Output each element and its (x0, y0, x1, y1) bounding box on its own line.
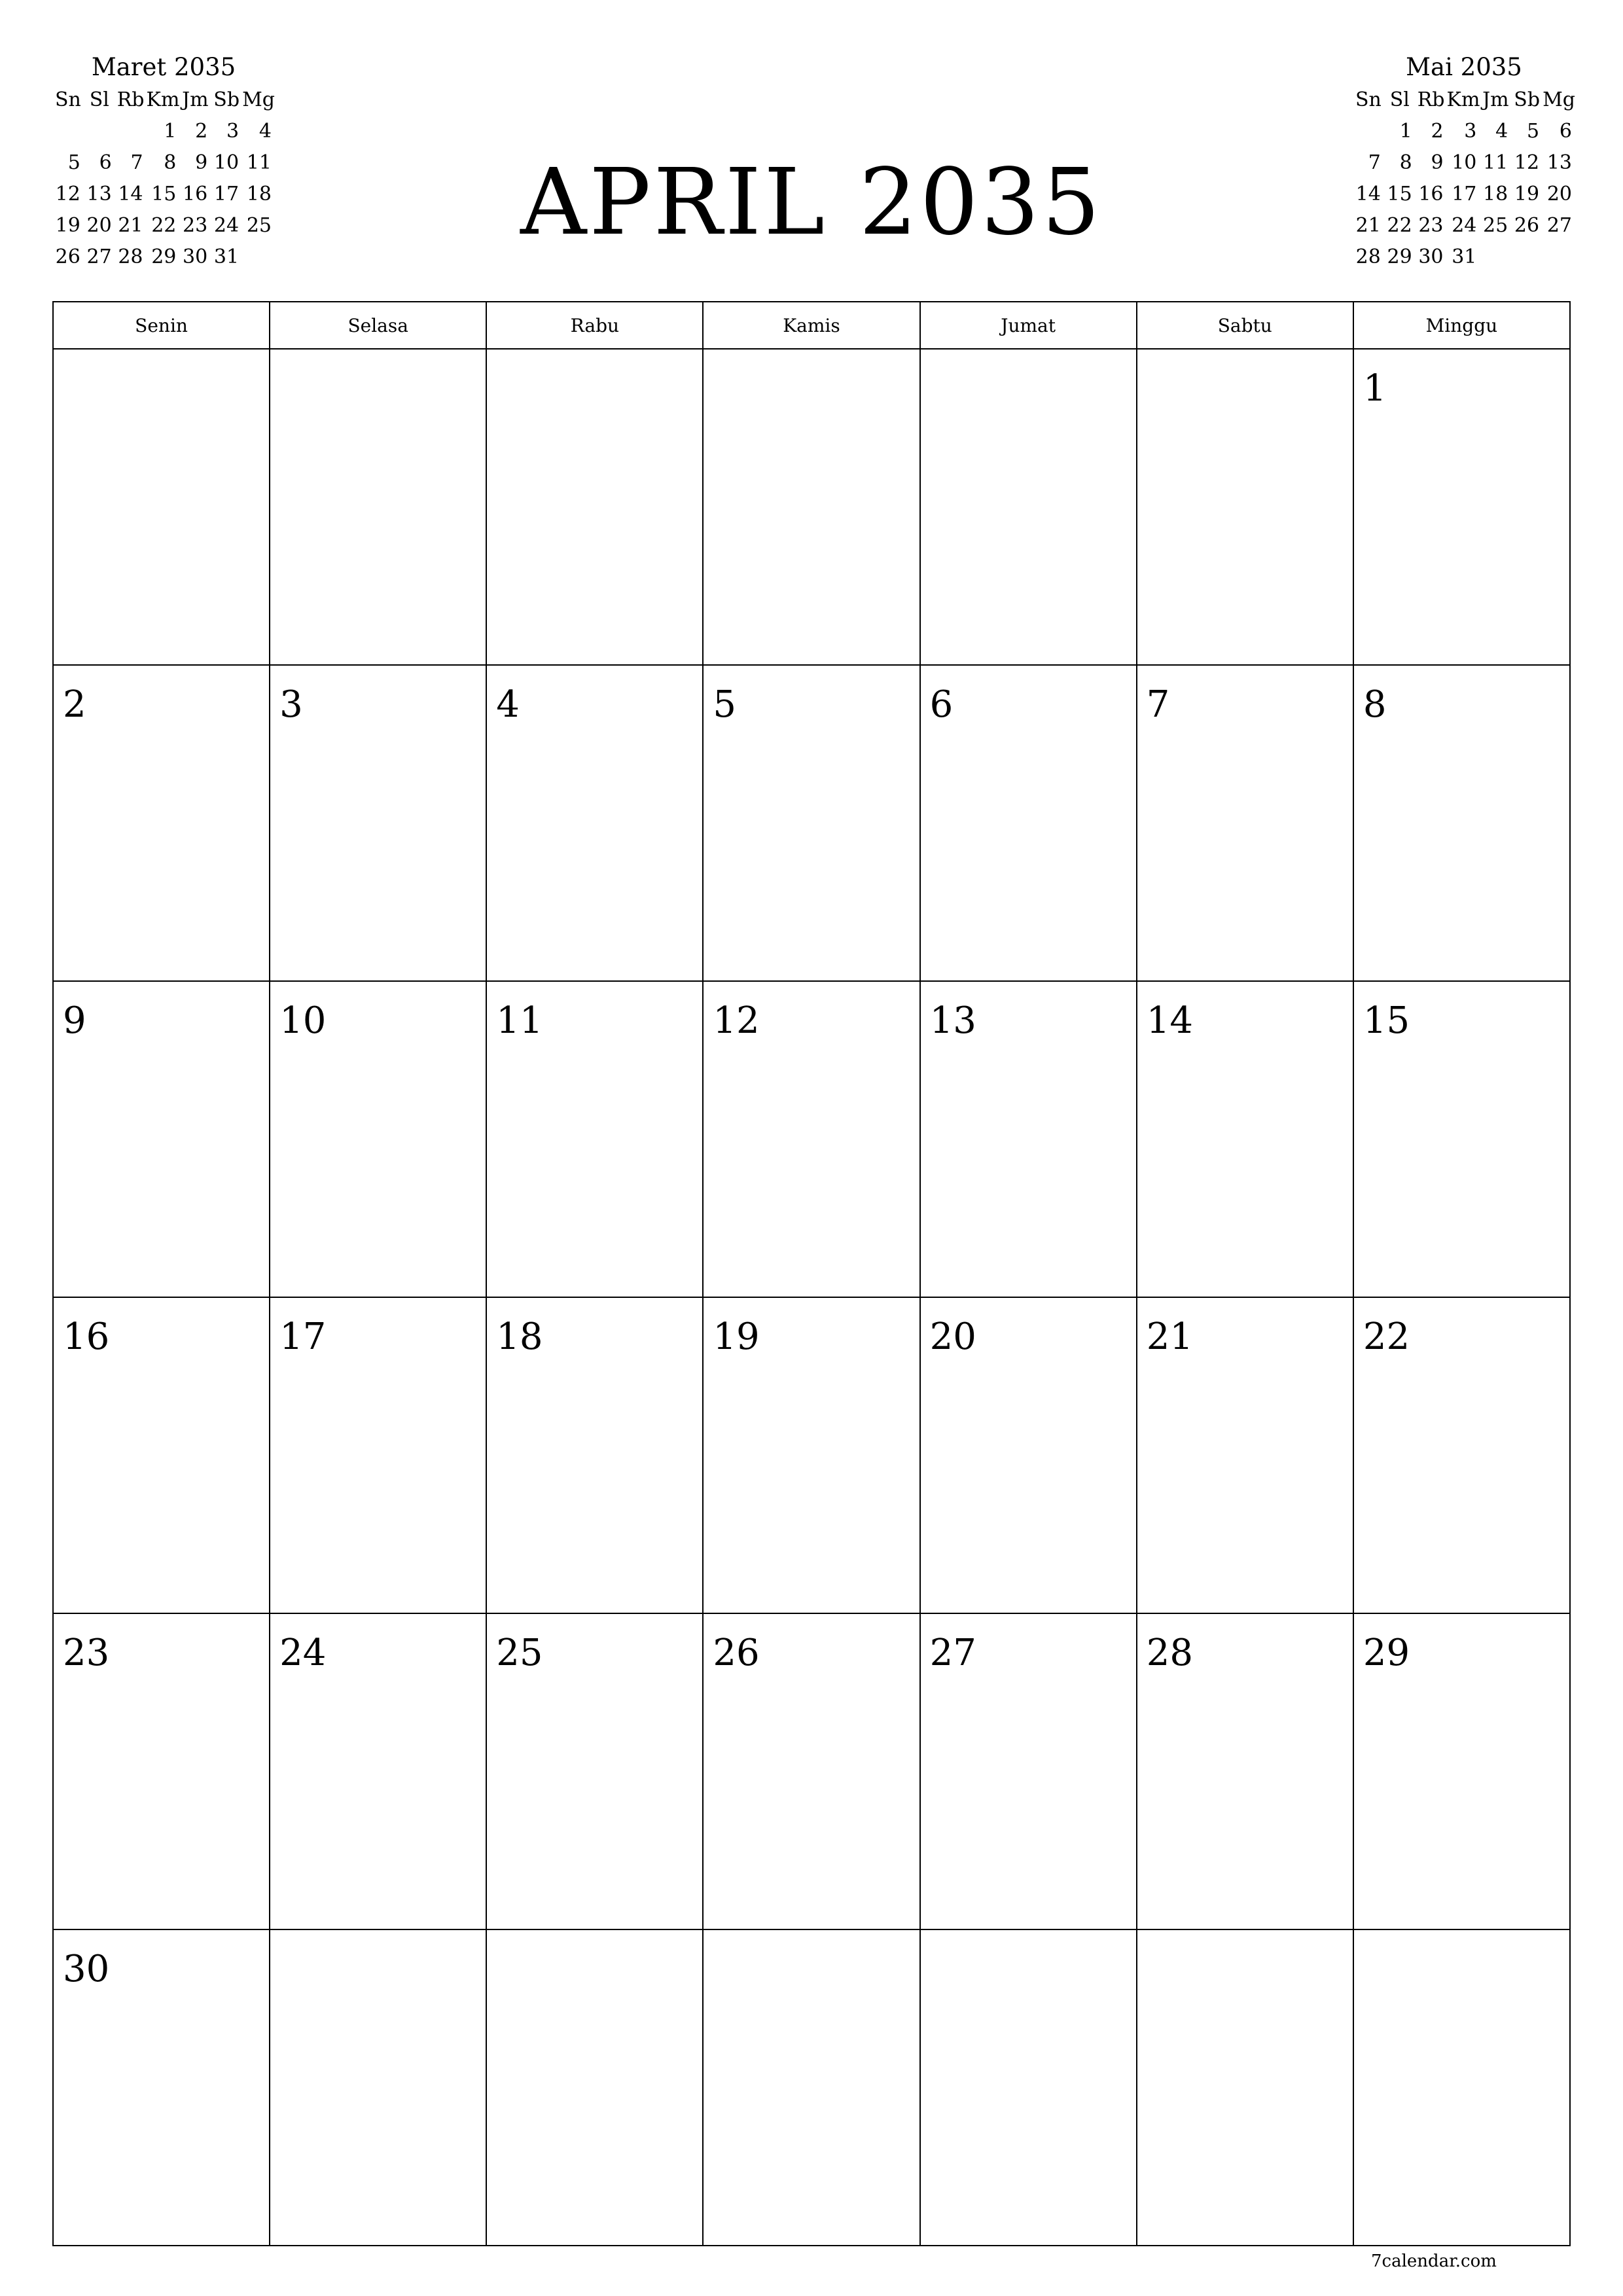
mini-day-number: 28 (1355, 245, 1381, 268)
mini-day-number: 28 (118, 245, 143, 268)
mini-day-number: 30 (1418, 245, 1444, 268)
mini-day-number: 25 (246, 213, 272, 237)
day-cell (270, 350, 487, 666)
month-grid (52, 301, 1571, 2246)
day-number: 7 (1146, 683, 1170, 726)
mini-day-number: 27 (1546, 213, 1572, 237)
mini-weekday-header: Sb (213, 88, 240, 111)
day-number: 27 (929, 1632, 976, 1674)
mini-day-number: 20 (86, 213, 112, 237)
weekday-header: Kamis (704, 302, 920, 350)
mini-day-number (1511, 241, 1543, 272)
mini-day-number: 21 (118, 213, 143, 237)
mini-day-number: 24 (1452, 213, 1477, 237)
day-cell (704, 1614, 920, 1930)
day-number: 4 (496, 683, 520, 726)
day-number: 11 (496, 999, 543, 1042)
day-cell (487, 1614, 704, 1930)
day-cell (1354, 666, 1571, 982)
day-number: 22 (1363, 1316, 1410, 1358)
mini-day-number: 17 (213, 182, 240, 206)
day-number: 1 (1363, 367, 1387, 410)
mini-day-number: 7 (1368, 151, 1381, 174)
day-number: 16 (63, 1316, 110, 1358)
day-cell (54, 350, 270, 666)
day-cell (921, 1298, 1137, 1614)
mini-day-number: 10 (213, 151, 240, 174)
mini-day-number: 27 (86, 245, 112, 268)
day-cell (704, 666, 920, 982)
day-number: 14 (1146, 999, 1193, 1042)
day-number: 12 (713, 999, 760, 1042)
day-cell (270, 1614, 487, 1930)
mini-day-number: 19 (1514, 182, 1540, 206)
mini-day-number: 31 (1452, 245, 1477, 268)
mini-day-number (1480, 241, 1511, 272)
mini-day-number: 26 (1514, 213, 1540, 237)
day-cell (270, 666, 487, 982)
mini-day-number: 2 (195, 119, 208, 143)
day-number: 20 (929, 1316, 976, 1358)
weekday-header: Rabu (487, 302, 704, 350)
mini-weekday-header: Sb (1514, 88, 1541, 111)
mini-calendar-next-title: Mai 2035 (1406, 53, 1522, 81)
day-cell (1137, 1930, 1354, 2246)
day-number: 28 (1146, 1632, 1193, 1674)
day-cell (704, 1298, 920, 1614)
mini-day-number: 12 (55, 182, 80, 206)
weekday-header: Jumat (921, 302, 1137, 350)
mini-weekday-header: Rb (116, 88, 145, 111)
mini-day-number: 7 (130, 151, 143, 174)
mini-day-number (1353, 115, 1384, 147)
mini-weekday-header: Jm (182, 88, 209, 111)
mini-day-number: 4 (259, 119, 272, 143)
mini-day-number (115, 115, 147, 147)
mini-day-number: 13 (86, 182, 112, 206)
mini-day-number (52, 115, 84, 147)
day-number: 19 (713, 1316, 760, 1358)
mini-day-number: 15 (151, 182, 177, 206)
mini-day-number: 14 (1355, 182, 1381, 206)
mini-day-number (84, 115, 115, 147)
mini-weekday-header: Km (1446, 88, 1480, 111)
day-number: 2 (63, 683, 86, 726)
day-cell (1137, 350, 1354, 666)
day-cell (487, 350, 704, 666)
day-number: 18 (496, 1316, 543, 1358)
mini-weekday-header: Sn (1355, 88, 1382, 111)
day-cell (270, 1930, 487, 2246)
day-cell (1354, 1298, 1571, 1614)
mini-weekday-header: Mg (1543, 88, 1575, 111)
mini-day-number: 24 (213, 213, 240, 237)
mini-weekday-header: Sn (54, 88, 81, 111)
mini-day-number: 23 (1418, 213, 1444, 237)
day-cell (54, 1298, 270, 1614)
day-cell (1137, 666, 1354, 982)
mini-day-number: 13 (1546, 151, 1572, 174)
mini-weekday-header: Km (146, 88, 180, 111)
mini-day-number: 10 (1452, 151, 1477, 174)
month-title: APRIL 2035 (520, 149, 1103, 256)
mini-day-number: 25 (1483, 213, 1508, 237)
day-cell (704, 1930, 920, 2246)
weekday-header: Selasa (270, 302, 487, 350)
day-cell (1137, 982, 1354, 1298)
mini-day-number: 26 (55, 245, 80, 268)
mini-weekday-header: Rb (1417, 88, 1445, 111)
mini-day-number: 6 (1559, 119, 1572, 143)
day-number: 21 (1146, 1316, 1193, 1358)
mini-day-number: 9 (195, 151, 208, 174)
day-cell (921, 666, 1137, 982)
day-cell (54, 1614, 270, 1930)
mini-day-number: 14 (118, 182, 143, 206)
mini-day-number: 29 (151, 245, 177, 268)
day-number: 25 (496, 1632, 543, 1674)
day-number: 9 (63, 999, 86, 1042)
mini-day-number: 22 (151, 213, 177, 237)
day-number: 6 (929, 683, 954, 726)
day-number: 29 (1363, 1632, 1410, 1674)
weekday-header-row (54, 302, 1571, 350)
day-cell (1354, 350, 1571, 666)
mini-day-number (1543, 241, 1575, 272)
day-cell (921, 982, 1137, 1298)
mini-calendar-next (1353, 51, 1575, 272)
day-cell (487, 1298, 704, 1614)
day-number: 3 (279, 683, 303, 726)
day-cell (54, 1930, 270, 2246)
mini-weekday-header: Sl (89, 88, 109, 111)
mini-day-number: 9 (1431, 151, 1444, 174)
day-cell (921, 350, 1137, 666)
mini-day-number: 22 (1387, 213, 1412, 237)
day-number: 17 (279, 1316, 327, 1358)
weekday-header: Minggu (1354, 302, 1571, 350)
mini-day-number: 23 (183, 213, 208, 237)
day-cell (270, 1298, 487, 1614)
mini-day-number: 18 (1483, 182, 1508, 206)
mini-day-number: 17 (1452, 182, 1477, 206)
mini-day-number: 2 (1431, 119, 1444, 143)
day-cell (270, 982, 487, 1298)
day-cell (1137, 1614, 1354, 1930)
mini-day-number: 1 (1399, 119, 1412, 143)
mini-day-number: 11 (1483, 151, 1508, 174)
day-cell (704, 350, 920, 666)
day-number: 24 (279, 1632, 327, 1674)
day-cell (487, 982, 704, 1298)
day-cell (1354, 982, 1571, 1298)
mini-day-number: 4 (1495, 119, 1508, 143)
day-cell (54, 666, 270, 982)
mini-day-number: 8 (164, 151, 177, 174)
mini-day-number: 12 (1514, 151, 1540, 174)
mini-day-number: 29 (1387, 245, 1412, 268)
day-cell (704, 982, 920, 1298)
mini-calendar-prev-title: Maret 2035 (91, 53, 236, 81)
mini-day-number: 30 (183, 245, 208, 268)
day-number: 5 (713, 683, 737, 726)
mini-day-number: 11 (246, 151, 272, 174)
mini-weekday-header: Jm (1482, 88, 1509, 111)
weekday-header: Sabtu (1137, 302, 1354, 350)
mini-day-number: 21 (1355, 213, 1381, 237)
mini-day-number: 31 (213, 245, 240, 268)
day-number: 23 (63, 1632, 110, 1674)
day-number: 13 (929, 999, 976, 1042)
mini-day-number: 6 (99, 151, 112, 174)
day-cells (54, 350, 1571, 2246)
mini-day-number: 8 (1399, 151, 1412, 174)
mini-day-number: 5 (67, 151, 80, 174)
day-number: 10 (279, 999, 327, 1042)
mini-calendar-next-grid (1353, 84, 1575, 272)
mini-weekday-header: Sl (1389, 88, 1410, 111)
day-cell (921, 1930, 1137, 2246)
day-cell (1137, 1298, 1354, 1614)
weekday-header: Senin (54, 302, 270, 350)
mini-day-number: 16 (183, 182, 208, 206)
mini-day-number: 3 (1464, 119, 1477, 143)
day-cell (1354, 1614, 1571, 1930)
day-cell (54, 982, 270, 1298)
day-cell (1354, 1930, 1571, 2246)
day-number: 30 (63, 1948, 110, 1990)
day-number: 8 (1363, 683, 1387, 726)
mini-day-number: 3 (226, 119, 240, 143)
day-number: 26 (713, 1632, 760, 1674)
mini-weekday-header: Mg (242, 88, 275, 111)
mini-day-number: 16 (1418, 182, 1444, 206)
day-number: 15 (1363, 999, 1410, 1042)
day-cell (487, 666, 704, 982)
mini-day-number: 5 (1526, 119, 1540, 143)
mini-day-number: 1 (164, 119, 177, 143)
mini-day-number: 15 (1387, 182, 1412, 206)
mini-day-number: 18 (246, 182, 272, 206)
day-cell (921, 1614, 1137, 1930)
mini-day-number: 19 (55, 213, 80, 237)
mini-day-number: 20 (1546, 182, 1572, 206)
footer-credit: 7calendar.com (1371, 2251, 1497, 2271)
day-cell (487, 1930, 704, 2246)
